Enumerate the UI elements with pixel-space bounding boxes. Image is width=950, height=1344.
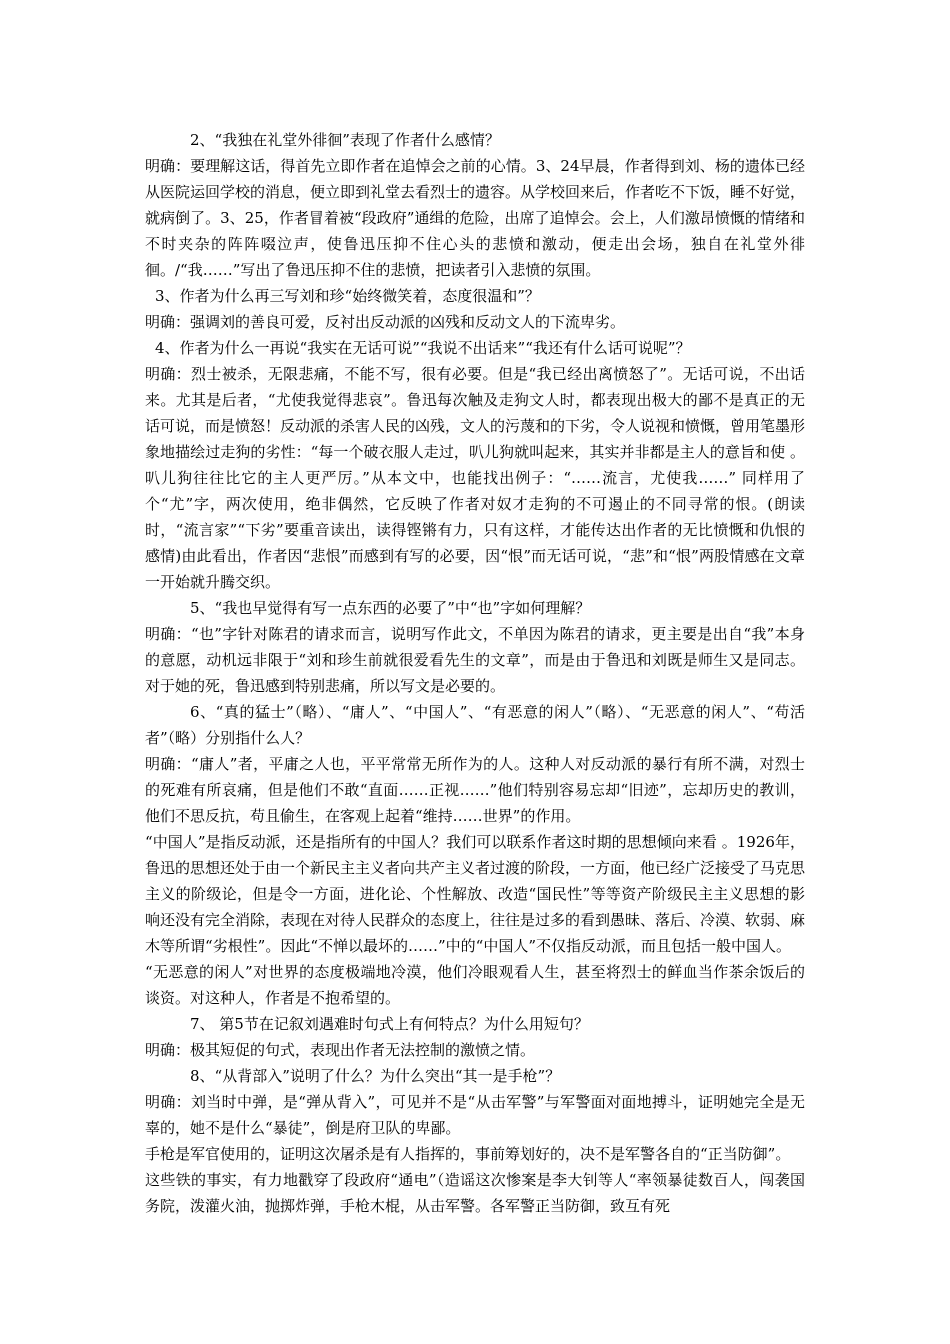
paragraph-2: 明确：要理解这话，得首先立即作者在追悼会之前的心情。3、24早晨，作者得到刘、杨的遗体已经从医院运回学校的消息，便立即到礼堂去看烈士的遗容。从学校回来后，作者吃不下饭，睡不好觉，就病倒了。3、25，作者冒着被“段政府”通缉的危险，出席了追悼会。会上，人们激昂愤慨的情绪和不时夹杂的阵阵啜泣声，使鲁迅压抑不住心头的悲愤和激动，便走出会场，独自在礼堂外徘徊。/“我……”写出了鲁迅压抑不住的悲愤，把读者引入悲愤的氛围。: [145, 157, 806, 279]
paragraph-9: 6、“真的猛士”（略）、“庸人”、“中国人”、“有恶意的闲人”（略）、“无恶意的闲人”、“苟活者”（略）分别指什么人？: [145, 703, 805, 747]
paragraph-1: 2、“我独在礼堂外徘徊”表现了作者什么感情？: [190, 131, 500, 149]
paragraph-14: 明确：极其短促的句式，表现出作者无法控制的激愤之情。: [145, 1041, 536, 1059]
paragraph-6: 明确：烈士被杀，无限悲痛，不能不写，很有必要。但是“我已经出离愤怒了”。无话可说，不出话来。尤其是后者，“尤使我觉得悲哀”。鲁迅每次触及走狗文人时，都表现出极大的鄙不是真正的无话可说，而是愤怒！反动派的杀害人民的凶残，文人的污蔑和的下劣，令人说视和愤慨，曾用笔墨形象地描绘过走狗的劣性：“每一个破衣服人走过，叭儿狗就叫起来，其实并非都是主人的意旨和使 。叭儿狗往往比它的主人更严厉。”从本文中，也能找出例子：“……流言，尤使我……” 同样用了个“尤”字，两次使用，绝非偶然，它反映了作者对奴才走狗的不可遏止的不同寻常的恨。(朗读时，“流言家”“下劣”要重音读出，读得铿锵有力，只有这样，才能传达出作者的无比愤慨和仇恨的感情)由此看出，作者因“悲恨”而感到有写的必要，因“恨”而无话可说，“悲”和“恨”两股情感在文章一开始就升腾交织。: [145, 365, 806, 591]
paragraph-13: 7、 第5节在记叙刘遇难时句式上有何特点？为什么用短句？: [190, 1015, 589, 1033]
document-page: [145, 127, 805, 1219]
paragraph-12: “无恶意的闲人”对世界的态度极端地冷漠，他们冷眼观看人生，甚至将烈士的鲜血当作茶余饭后的谈资。对这种人，作者是不抱希望的。: [145, 963, 805, 1007]
paragraph-10: 明确：“庸人”者，平庸之人也，平平常常无所作为的人。这种人对反动派的暴行有所不满，对烈士的死难有所哀痛，但是他们不敢“直面……正视……”他们特别容易忘却“旧迹”，忘却历史的教训，他们不思反抗，苟且偷生，在客观上起着“维持……世界”的作用。: [145, 755, 805, 825]
paragraph-18: 这些铁的事实，有力地戳穿了段政府“通电”（造谣这次惨案是李大钊等人“率领暴徒数百人，闯袭国务院，泼灌火油，抛掷炸弹，手枪木棍，从击军警。各军警正当防御，致互有死: [145, 1171, 805, 1215]
paragraph-5: 4、作者为什么一再说“我实在无话可说”“我说不出话来”“我还有什么话可说呢”？: [155, 339, 691, 357]
paragraph-8: 明确：“也”字针对陈君的请求而言，说明写作此文，不单因为陈君的请求，更主要是出自“我”本身的意愿，动机远非限于“刘和珍生前就很爱看先生的文章”，而是由于鲁迅和刘既是师生又是同志。对于她的死，鲁迅感到特别悲痛，所以写文是必要的。: [145, 625, 805, 695]
paragraph-15: 8、“从背部入”说明了什么？为什么突出“其一是手枪”？: [190, 1067, 561, 1085]
paragraph-17: 手枪是军官使用的，证明这次屠杀是有人指挥的，事前筹划好的，决不是军警各自的“正当防御”。: [145, 1145, 791, 1163]
paragraph-11: “中国人”是指反动派，还是指所有的中国人？我们可以联系作者这时期的思想倾向来看 。1926年，鲁迅的思想还处于由一个新民主主义者向共产主义者过渡的阶段，一方面，他已经广泛接受了马克思主义的阶级论，但是令一方面，进化论、个性解放、改造“国民性”等等资产阶级民主主义思想的影响还没有完全消除，表现在对待人民群众的态度上，往往是过多的看到愚昧、落后、冷漠、软弱、麻木等所谓“劣根性”。因此“不惮以最坏的……”中的“中国人”不仅指反动派，而且包括一般中国人。: [145, 833, 806, 955]
paragraph-7: 5、“我也早觉得有写一点东西的必要了”中“也”字如何理解？: [190, 599, 591, 617]
paragraph-4: 明确：强调刘的善良可爱，反衬出反动派的凶残和反动文人的下流卑劣。: [145, 313, 626, 331]
paragraph-3: 3、作者为什么再三写刘和珍“始终微笑着，态度很温和”？: [155, 287, 540, 305]
paragraph-16: 明确：刘当时中弹，是“弹从背入”，可见并不是“从击军警”与军警面对面地搏斗，证明她完全是无辜的，她不是什么“暴徒”，倒是府卫队的卑鄙。: [145, 1093, 805, 1137]
